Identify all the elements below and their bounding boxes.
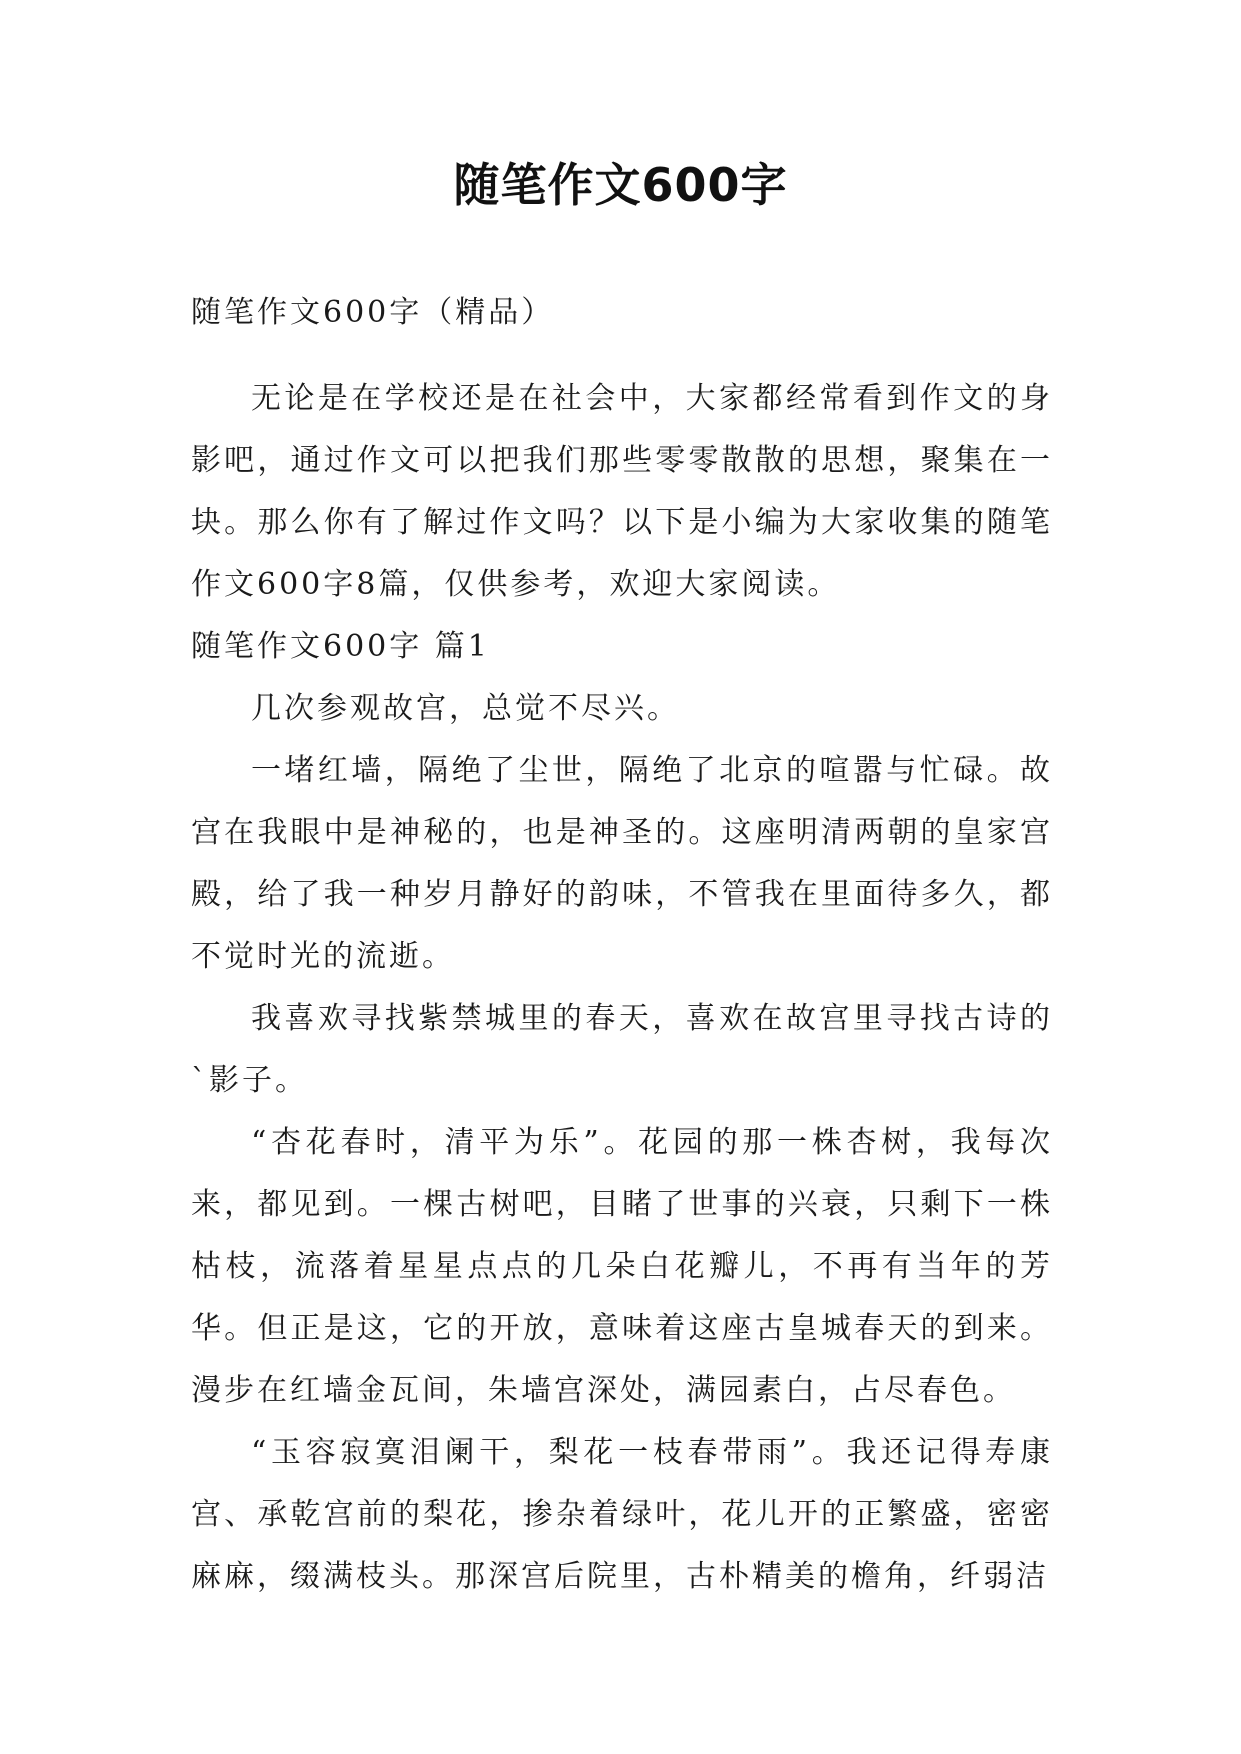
body-paragraph-5: “玉容寂寞泪阑干，梨花一枝春带雨”。我还记得寿康宫、承乾宫前的梨花，掺杂着绿叶，花儿开的正繁盛，密密麻麻，缀满枝头。那深宫后院里，古朴精美的檐角，纤弱洁 <box>191 1435 1053 1594</box>
section-heading: 随笔作文600字 篇1 <box>191 629 490 664</box>
body-paragraph-4: “杏花春时，清平为乐”。花园的那一株杏树，我每次来，都见到。一棵古树吧，目睹了世事的兴衰，只剩下一株枯枝，流落着星星点点的几朵白花瓣儿，不再有当年的芳华。但正是这，它的开放，意味着这座古皇城春天的到来。漫步在红墙金瓦间，朱墙宫深处，满园素白，占尽春色。 <box>191 1125 1053 1408</box>
body-paragraph-3: 我喜欢寻找紫禁城里的春天，喜欢在故宫里寻找古诗的`影子。 <box>191 1001 1053 1098</box>
document-title: 随笔作文600字 <box>453 158 788 212</box>
document-subtitle: 随笔作文600字（精品） <box>191 295 555 330</box>
body-paragraph-2: 一堵红墙，隔绝了尘世，隔绝了北京的喧嚣与忙碌。故宫在我眼中是神秘的，也是神圣的。这座明清两朝的皇家宫殿，给了我一种岁月静好的韵味，不管我在里面待多久，都不觉时光的流逝。 <box>191 753 1053 974</box>
document-body <box>191 368 1053 1608</box>
intro-paragraph: 无论是在学校还是在社会中，大家都经常看到作文的身影吧，通过作文可以把我们那些零零散散的思想，聚集在一块。那么你有了解过作文吗？以下是小编为大家收集的随笔作文600字8篇，仅供参考，欢迎大家阅读。 <box>191 381 1053 602</box>
body-paragraph-1: 几次参观故宫，总觉不尽兴。 <box>251 691 680 726</box>
